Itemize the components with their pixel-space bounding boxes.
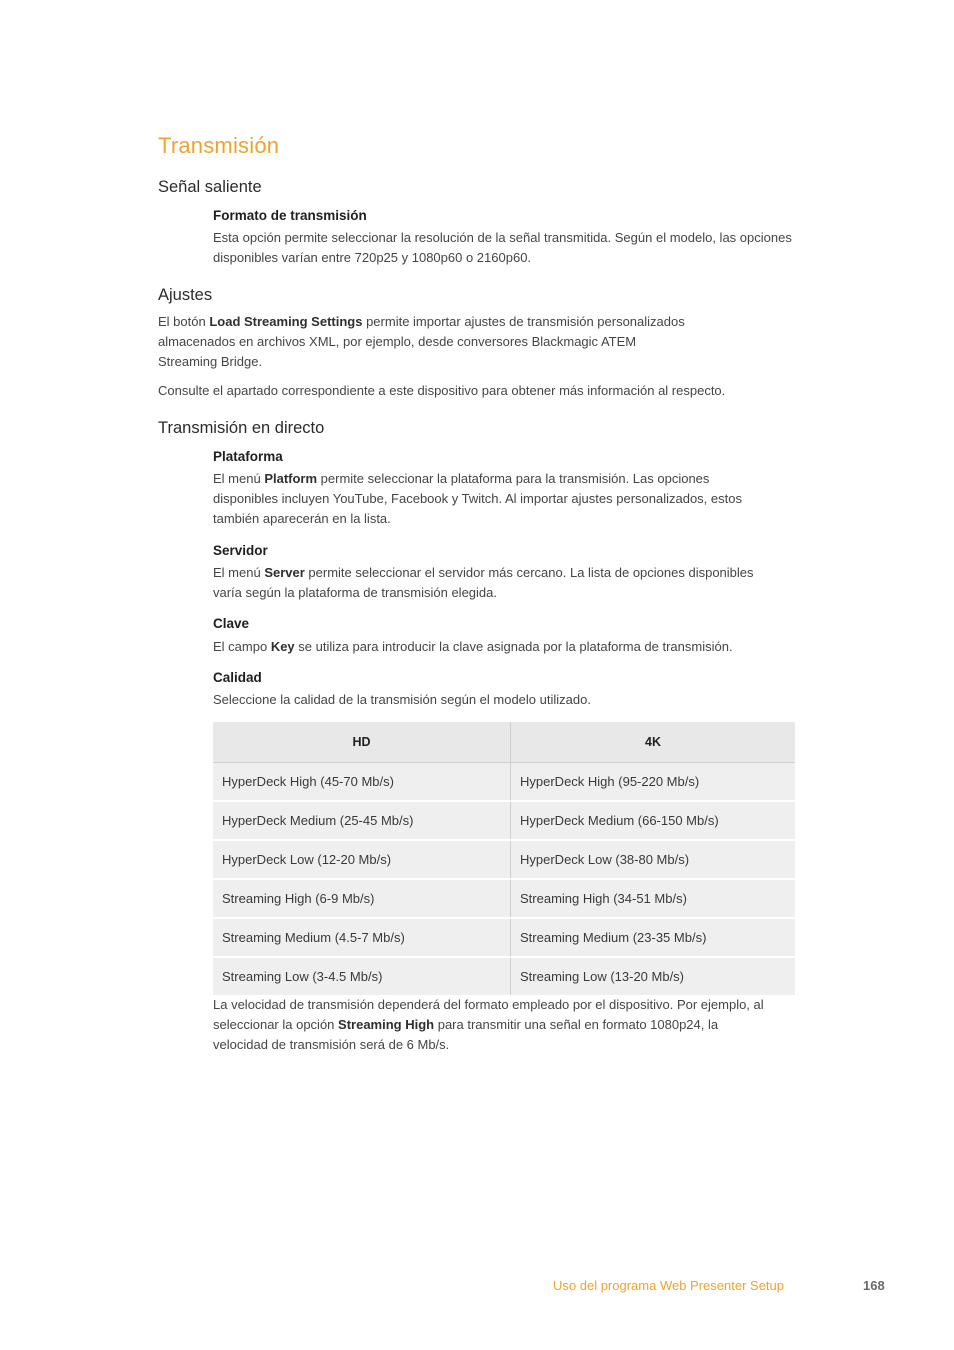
table-cell: Streaming High (34-51 Mb/s): [511, 879, 796, 918]
table-row: [213, 763, 795, 802]
page-title: Transmisión: [158, 133, 280, 158]
table-cell: Streaming Medium (4.5-7 Mb/s): [213, 918, 511, 957]
heading-transmision-directo: Transmisión en directo: [158, 419, 325, 437]
table-row: [213, 957, 795, 996]
calidad-text: Seleccione la calidad de la transmisión según el modelo utilizado.: [213, 692, 591, 707]
ajustes-paragraph-1: El botón Load Streaming Settings permite importar ajustes de transmisión personalizados almacenados en archivos XML, por ejemplo, desde conversores Blackmagic ATEM Streaming Bridge.: [158, 314, 685, 369]
footer-section-title: Uso del programa Web Presenter Setup: [553, 1278, 784, 1293]
table-cell: HyperDeck High (95-220 Mb/s): [511, 763, 796, 802]
servidor-text: El menú Server permite seleccionar el servidor más cercano. La lista de opciones disponibles varía según la plataforma de transmisión elegida.: [213, 565, 754, 600]
heading-clave: Clave: [213, 616, 250, 631]
table-row: [213, 918, 795, 957]
heading-formato-transmision: Formato de transmisión: [213, 208, 367, 223]
table-cell: HyperDeck High (45-70 Mb/s): [213, 763, 511, 802]
page-number: 168: [863, 1278, 885, 1293]
table-cell: Streaming Low (13-20 Mb/s): [511, 957, 796, 996]
table-cell: Streaming Low (3-4.5 Mb/s): [213, 957, 511, 996]
table-header-row: [213, 722, 795, 763]
clave-text: El campo Key se utiliza para introducir la clave asignada por la plataforma de transmisión.: [213, 639, 733, 654]
heading-ajustes: Ajustes: [158, 286, 213, 304]
table-row: [213, 801, 795, 840]
velocidad-note: La velocidad de transmisión dependerá del formato empleado por el dispositivo. Por ejemplo, al seleccionar la opción Streaming High para transmitir una señal en formato 1080p24, la velocidad de transmisión será de 6 Mb/s.: [213, 997, 764, 1052]
heading-servidor: Servidor: [213, 543, 268, 558]
table-cell: HyperDeck Low (38-80 Mb/s): [511, 840, 796, 879]
quality-table: [213, 722, 795, 997]
table-header-hd: HD: [213, 722, 511, 763]
formato-transmision-text: Esta opción permite seleccionar la resolución de la señal transmitida. Según el modelo, las opciones disponibles varían entre 720p25 y 1080p60 o 2160p60.: [213, 230, 792, 265]
heading-calidad: Calidad: [213, 670, 262, 685]
heading-plataforma: Plataforma: [213, 449, 283, 464]
table-row: [213, 879, 795, 918]
table-cell: HyperDeck Medium (66-150 Mb/s): [511, 801, 796, 840]
table-cell: HyperDeck Medium (25-45 Mb/s): [213, 801, 511, 840]
table-cell: Streaming High (6-9 Mb/s): [213, 879, 511, 918]
table-row: [213, 840, 795, 879]
heading-senal-saliente: Señal saliente: [158, 178, 262, 196]
plataforma-text: El menú Platform permite seleccionar la plataforma para la transmisión. Las opciones disponibles incluyen YouTube, Facebook y Twitch. Al importar ajustes personalizados, estos también aparecerán en la lista.: [213, 471, 742, 526]
table-header-4k: 4K: [511, 722, 796, 763]
ajustes-paragraph-2: Consulte el apartado correspondiente a este dispositivo para obtener más información al respecto.: [158, 383, 726, 398]
table-cell: HyperDeck Low (12-20 Mb/s): [213, 840, 511, 879]
table-cell: Streaming Medium (23-35 Mb/s): [511, 918, 796, 957]
